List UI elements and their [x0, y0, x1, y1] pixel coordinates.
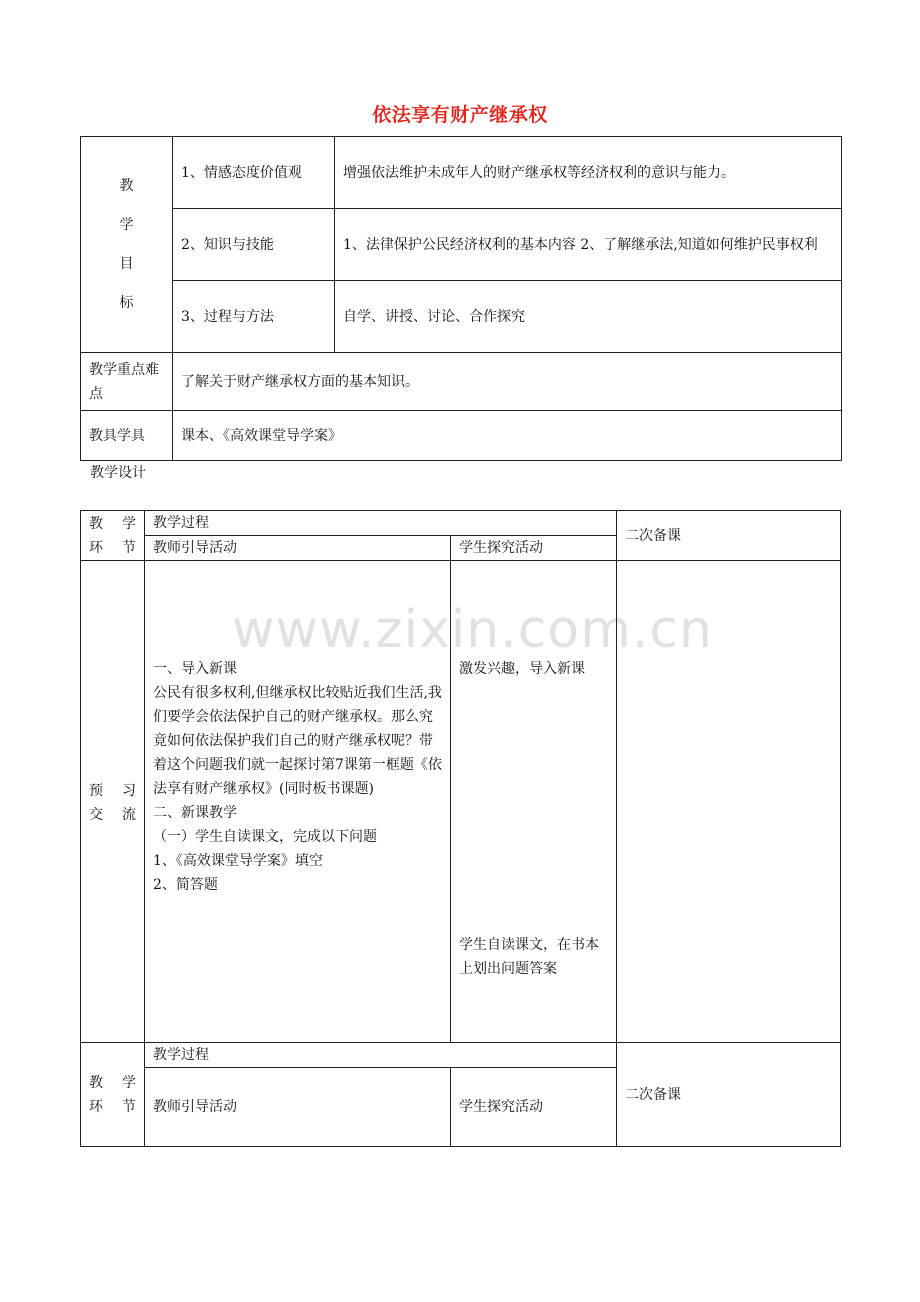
teacher-activity-cell: [145, 561, 451, 1043]
goal-row: [81, 209, 842, 281]
stage-name: 预 习 交流: [89, 783, 136, 823]
tools-label: 教具学具: [81, 411, 173, 461]
goal-name: 2、知识与技能: [173, 209, 335, 281]
teacher-line: 公民有很多权利,但继承权比较贴近我们生活,我们要学会依法保护自己的财产继承权。那么究竟如何依法保护我们自己的财产继承权呢？带着这个问题我们就一起探讨第7课第一框题《依法享有财产继承权》(同时板书课题): [153, 685, 442, 797]
teacher-line: 一、导入新课: [153, 661, 237, 677]
process-header: 教学过程: [145, 1043, 617, 1068]
student-line: 学生自读课文，在书本上划出问题答案: [459, 937, 599, 977]
header-row: [81, 511, 841, 536]
goals-label-char: 学: [119, 216, 134, 233]
goals-label: [81, 137, 173, 353]
teacher-header: 教师引导活动: [145, 1068, 451, 1147]
key-points-content: 了解关于财产继承权方面的基本知识。: [173, 353, 842, 411]
teacher-line: （一）学生自读课文，完成以下问题: [153, 829, 377, 845]
goal-row: [81, 137, 842, 209]
lesson-design-table-continued: [80, 1042, 841, 1147]
goals-label-char: 教: [119, 177, 134, 194]
student-header: 学生探究活动: [451, 1068, 617, 1147]
goal-name: 1、情感态度价值观: [173, 137, 335, 209]
lesson-row: [81, 561, 841, 1043]
goal-content: 自学、讲授、讨论、合作探究: [335, 281, 842, 353]
teacher-header: 教师引导活动: [145, 536, 451, 561]
process-header: 教学过程: [145, 511, 617, 536]
key-points-label: 教学重点难点: [81, 353, 173, 411]
teacher-line: 二、新课教学: [153, 805, 237, 821]
key-points-row: [81, 353, 842, 411]
notes-cell: [617, 561, 841, 1043]
notes-header: 二次备课: [617, 1043, 841, 1147]
header-row: [81, 1043, 841, 1068]
stage-header: 教 学 环 节: [81, 511, 145, 561]
notes-header: 二次备课: [617, 511, 841, 561]
goal-content: 1、法律保护公民经济权利的基本内容 2、了解继承法,知道如何维护民事权利: [335, 209, 842, 281]
student-line: 激发兴趣，导入新课: [459, 661, 585, 677]
goals-label-char: 目: [119, 255, 134, 272]
watermark: www.zixin.com.cn: [232, 600, 713, 660]
lesson-design-table: [80, 510, 841, 1043]
goal-row: [81, 281, 842, 353]
goal-content: 增强依法维护未成年人的财产继承权等经济权利的意识与能力。: [335, 137, 842, 209]
goals-label-char: 标: [119, 294, 134, 311]
design-section-label: 教学设计: [90, 465, 146, 481]
student-activity-cell: [451, 561, 617, 1043]
tools-content: 课本、《高效课堂导学案》: [173, 411, 842, 461]
student-header: 学生探究活动: [451, 536, 617, 561]
document-title: 依法享有财产继承权: [372, 104, 548, 126]
goal-name: 3、过程与方法: [173, 281, 335, 353]
stage-header: 教 学 环 节: [81, 1043, 145, 1147]
teacher-line: 1、《高效课堂导学案》填空: [153, 853, 323, 869]
teacher-line: 2、简答题: [153, 877, 218, 893]
stage-cell: [81, 561, 145, 1043]
teaching-goals-table: [80, 136, 842, 461]
tools-row: [81, 411, 842, 461]
